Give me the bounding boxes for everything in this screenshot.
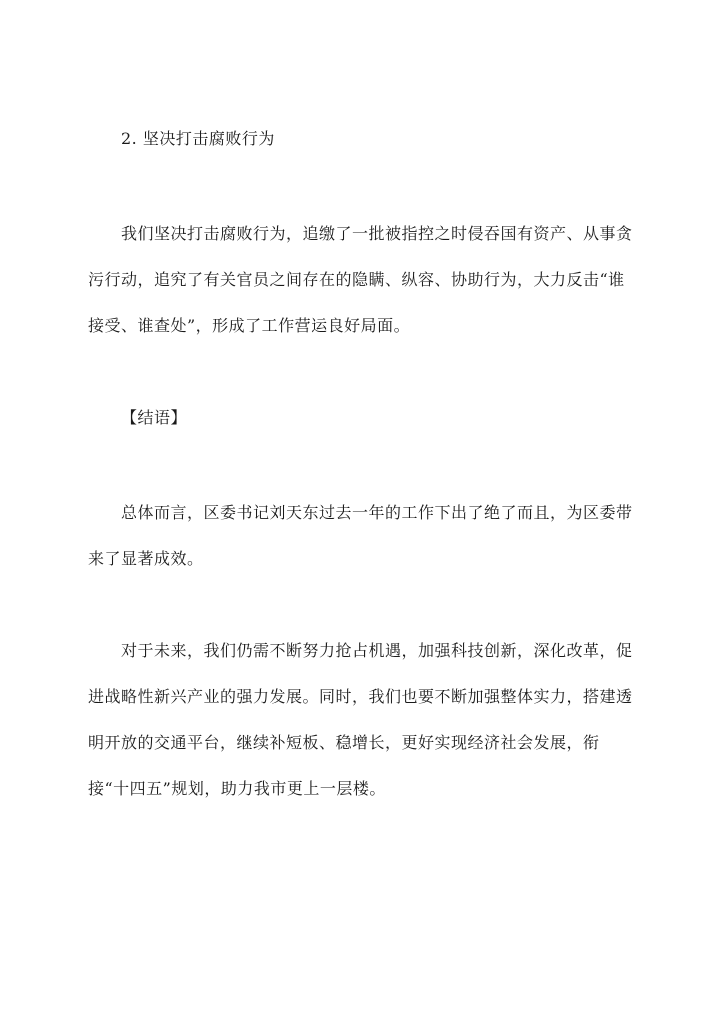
section-heading: 2. 坚决打击腐败行为 xyxy=(121,129,275,148)
conclusion-paragraph-future: 对于未来，我们仍需不断努力抢占机遇，加强科技创新，深化改革，促进战略性新兴产业的强力发展。同时，我们也要不断加强整体实力，搭建透明开放的交通平台，继续补短板、稳增长，更好实现经济社会发展，衔接“十四五”规划，助力我市更上一层楼。 xyxy=(88,641,633,798)
conclusion-heading: 【结语】 xyxy=(121,408,188,427)
conclusion-paragraph-summary: 总体而言，区委书记刘天东过去一年的工作下出了绝了而且，为区委带来了显著成效。 xyxy=(88,503,633,568)
paragraph-anti-corruption: 我们坚决打击腐败行为，追缴了一批被指控之时侵吞国有资产、从事贪污行动，追究了有关官员之间存在的隐瞒、纵容、协助行为，大力反击“谁接受、谁查处”，形成了工作营运良好局面。 xyxy=(88,224,633,335)
